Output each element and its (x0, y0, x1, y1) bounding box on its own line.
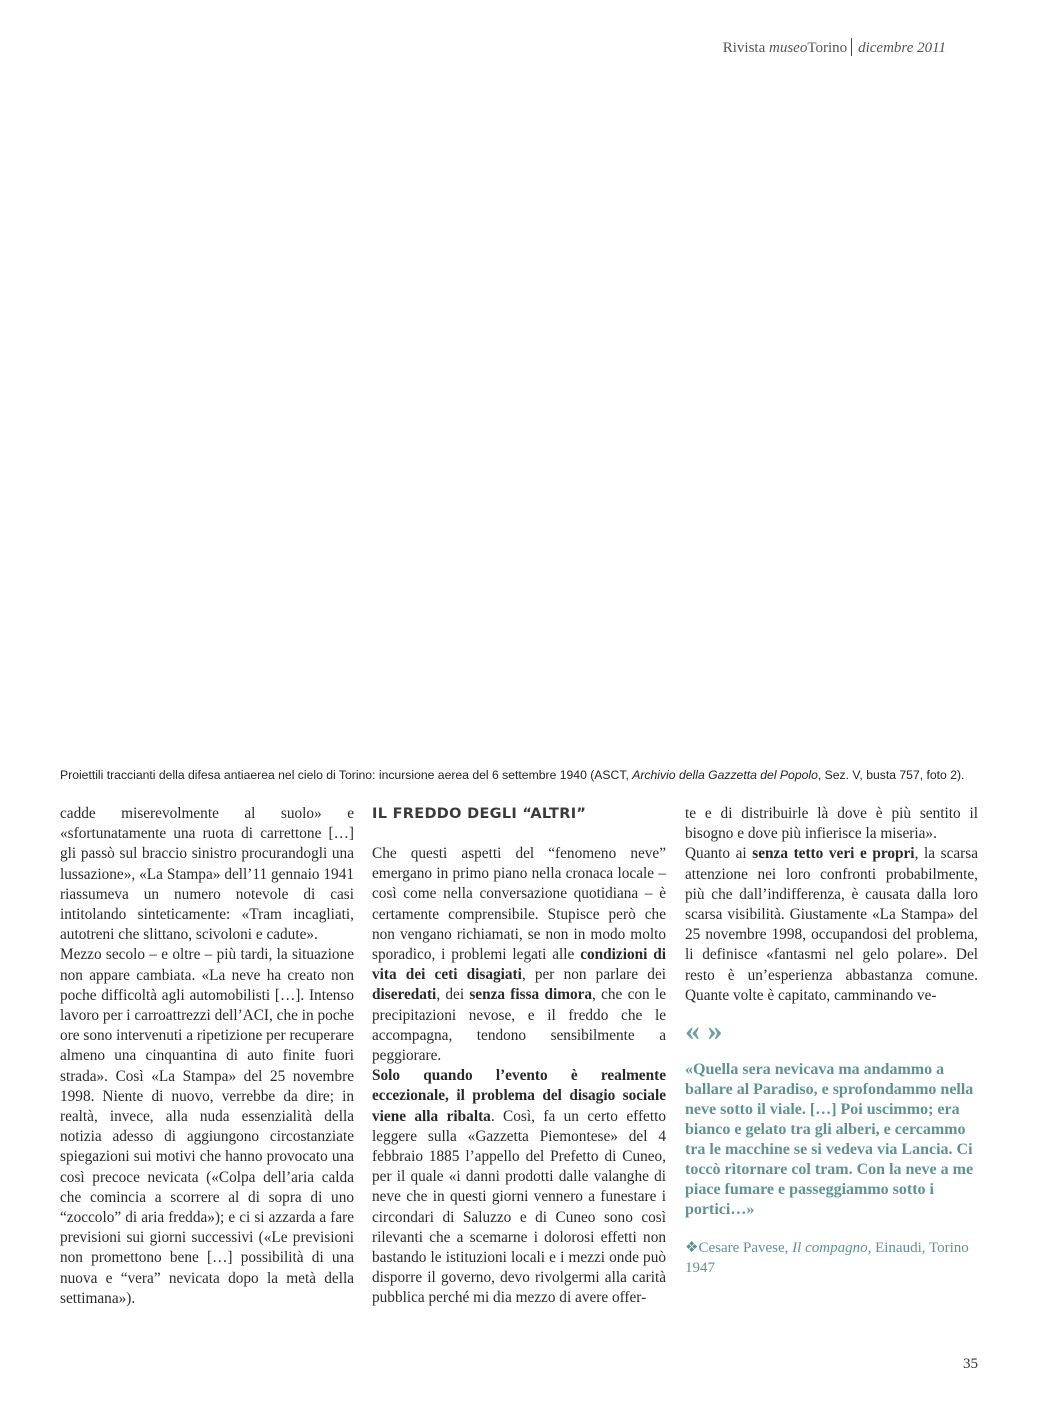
col2-p1-bold-2: diseredati (372, 986, 437, 1004)
caption-text-before: Proiettili traccianti della difesa antiaerea nel cielo di Torino: incursione aerea del 6 settembre 1940 (ASCT, (60, 768, 633, 782)
col2-p2-bold: Solo quando l’evento è realmente eccezionale, il problema del disagio sociale viene alla ribalta (372, 1067, 666, 1125)
header-rivista: Rivista (722, 40, 769, 56)
caption-archive: Archivio della Gazzetta del Popolo (632, 768, 818, 782)
col2-p1-text-d: , dei (436, 986, 470, 1004)
col3-paragraph-2 (685, 844, 978, 1006)
quote-bullet-icon: ❖ (685, 1240, 699, 1257)
photo-area (60, 70, 978, 760)
header-separator (851, 38, 852, 56)
section-title: IL FREDDO DEGLI “ALTRI” (372, 806, 587, 822)
running-header (723, 38, 946, 57)
text-column-3 (685, 804, 978, 1278)
col3-p2-bold: senza tetto veri e propri (752, 845, 915, 863)
col3-p2-text-c: , la scarsa attenzione nei loro confronti probabilmente, più che dall’indifferenza, è causata dalla loro scarsa visibilità. Giustamente «La Stampa» del 25 novembre 1998, occupandosi del problema, li definisce «fantasmi nel gelo polare». Del resto è un’esperienza abbastanza comune. Quante volte è capitato, camminando ve- (685, 845, 978, 1004)
col2-p1-text-c: , per non parlare dei (521, 966, 666, 984)
caption-text-after: , Sez. V, busta 757, foto 2). (817, 768, 965, 782)
header-torino: Torino (807, 40, 848, 56)
header-issue: dicembre 2011 (858, 40, 946, 56)
header-museo: museo (769, 40, 808, 56)
col1-paragraph-2: Mezzo secolo – e oltre – più tardi, la situazione non appare cambiata. «La neve ha creato non poche difficoltà agli automobilisti […]. Intenso lavoro per i carroattrezzi dell’ACI, che in poche ore sono intervenuti a ripetizione per recuperare almeno una cinquantina di auto finite fuori strada». Così «La Stampa» del 25 novembre 1998. Niente di nuovo, verrebbe da dire; in realtà, invece, alla nuda essenzialità della notizia adesso di aggiungono circostanziate spiegazioni sui motivi che hanno provocato una così precoce nevicata («Colpa dell’aria calda che comincia a scorrere al di sopra di uno “zoccolo” di aria fredda»); e ci si azzarda a fare previsioni sui giorni successivi («Le previsioni non promettono bene […] possibilità di una nuova e “vera” nevicata dopo la metà della settimana»). (60, 946, 354, 1307)
quote-author: Cesare Pavese, (698, 1240, 793, 1257)
col3-paragraph-1: te e di distribuirle là dove è più sentito il bisogno e dove più infierisce la miseria». (685, 805, 978, 843)
col2-p1-bold-1: condizioni di vita dei ceti disagiati (372, 946, 667, 984)
text-column-2 (372, 804, 666, 1309)
quote-marks-icon: « » (685, 1014, 723, 1048)
col1-paragraph-1: cadde miserevolmente al suolo» e «sfortunatamente una ruota di carrettone […] gli passò sul braccio sinistro procurandogli una lussazione», «La Stampa» dell’11 gennaio 1941 riassumeva un numero notevole di casi intitolando sinteticamente: «Tram incagliati, autotreni che slittano, scivoloni e cadute». (60, 805, 354, 944)
text-column-1 (60, 804, 354, 1309)
page-number: 35 (963, 1356, 978, 1372)
photo-caption (60, 768, 1020, 782)
quote-publisher: , Einaudi, Torino 1947 (685, 1240, 969, 1277)
col2-paragraph-1 (372, 844, 666, 1066)
col2-p1-text-a: Che questi aspetti del “fenomeno neve” emergano in primo piano nella cronaca locale – così come nella conversazione quotidiana – è certamente comprensibile. Stupisce però che non vengano richiamati, se non in modo molto sporadico, i problemi legati alle (372, 845, 666, 964)
col2-p2-text: . Così, fa un certo effetto leggere sulla «Gazzetta Piemontese» del 4 febbraio 1885 l’appello del Prefetto di Cuneo, per il quale «i danni prodotti dalle valanghe di neve che in questi giorni vennero a funestare i circondari di Saluzzo e di Cuneo sono così rilevanti che a scemarne i dolorosi effetti non bastando le istituzioni locali e i mezzi onde può disporre il governo, devo rivolgermi alla carità pubblica perché mi dia mezzo di avere offer- (372, 1107, 666, 1307)
col3-p2-text-a: Quanto ai (685, 845, 753, 863)
quote-book-title: Il compagno (792, 1240, 868, 1257)
pull-quote: «Quella sera nevicava ma andammo a ballare al Paradiso, e sprofondammo nella neve sotto il viale. […] Poi uscimmo; era bianco e gelato tra gli alberi, e cercammo tra le macchine se si vedeva via Lancia. Ci toccò ritornare col tram. Con la neve a me piace fumare e passeggiammo sotto i portici…» (685, 1061, 974, 1219)
col2-paragraph-2 (372, 1066, 666, 1308)
col2-p1-bold-3: senza fissa dimora (469, 986, 593, 1004)
quote-source (685, 1238, 978, 1278)
col2-p1-text-e: , che con le precipitazioni nevose, e il freddo che le accompagna, tendono sensibilmente a peggiorare. (372, 986, 666, 1065)
